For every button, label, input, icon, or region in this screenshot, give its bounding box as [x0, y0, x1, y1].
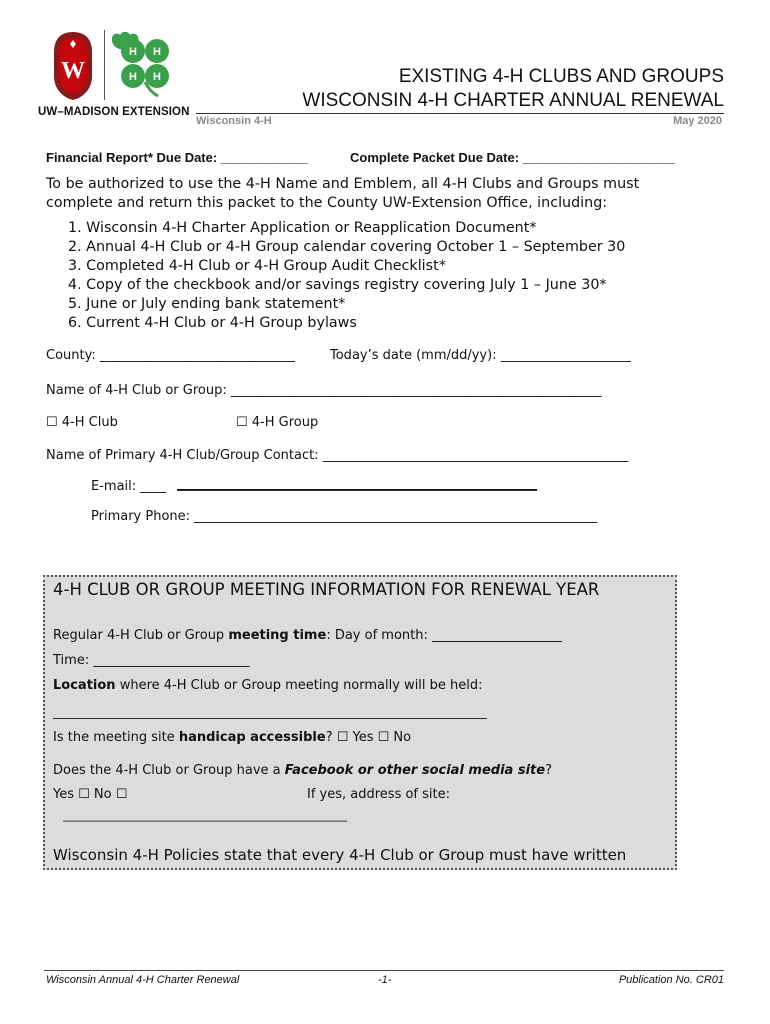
- accessible-bold: handicap accessible: [178, 730, 326, 745]
- requirements-list: [68, 219, 625, 333]
- meeting-info-heading: 4-H CLUB OR GROUP MEETING INFORMATION FOR RENEWAL YEAR: [53, 580, 600, 599]
- email-field[interactable]: ____________________________________________________________: [177, 477, 537, 491]
- handicap-accessible-line[interactable]: [53, 730, 411, 745]
- club-checkbox[interactable]: ☐ 4-H Club: [46, 415, 118, 430]
- intro-paragraph: To be authorized to use the 4-H Name and Emblem, all 4-H Clubs and Groups must complete and return this packet to the County UW-Extension Office, including:: [46, 176, 640, 211]
- document-title-line1: EXISTING 4-H CLUBS AND GROUPS: [398, 66, 724, 87]
- logo-divider: [104, 30, 105, 100]
- primary-contact-field[interactable]: Name of Primary 4-H Club/Group Contact: _______________________________________________: [46, 448, 629, 463]
- todays-date-field[interactable]: Today’s date (mm/dd/yy): ____________________: [330, 348, 631, 363]
- meeting-time-field[interactable]: Time: ________________________: [53, 653, 250, 668]
- svg-text:H: H: [129, 71, 137, 83]
- four-h-clover-icon: [112, 32, 178, 98]
- social-media-bold: Facebook or other social media site: [284, 763, 546, 778]
- social-media-line: [53, 763, 552, 778]
- requirement-item: 6. Current 4-H Club or 4-H Group bylaws: [68, 315, 357, 331]
- header-left-tag: Wisconsin 4-H: [196, 115, 272, 127]
- group-checkbox[interactable]: ☐ 4-H Group: [236, 415, 319, 430]
- header-rule: [196, 113, 724, 114]
- svg-text:W: W: [61, 58, 85, 84]
- financial-report-due-date[interactable]: Financial Report* Due Date: ____________: [46, 150, 308, 165]
- meeting-time-line[interactable]: [53, 628, 562, 643]
- footer-rule: [44, 970, 724, 971]
- county-field[interactable]: County: ______________________________: [46, 348, 295, 363]
- meeting-time-bold: meeting time: [228, 628, 327, 643]
- meeting-time-prefix: Regular 4-H Club or Group: [53, 628, 229, 643]
- document-title-line2: WISCONSIN 4-H CHARTER ANNUAL RENEWAL: [302, 90, 724, 111]
- page-number: -1-: [378, 974, 392, 986]
- accessible-prefix: Is the meeting site: [53, 730, 179, 745]
- site-address-field[interactable]: _________________________________________________: [63, 808, 348, 822]
- location-line: [53, 678, 483, 693]
- footer-left: Wisconsin Annual 4-H Charter Renewal: [46, 974, 240, 986]
- social-media-yes-no[interactable]: Yes ☐ No ☐: [53, 787, 128, 802]
- logo-wordmark: UW–MADISON EXTENSION: [38, 106, 190, 118]
- requirement-item: 3. Completed 4-H Club or 4-H Group Audit Checklist*: [68, 258, 446, 274]
- uw-crest-logo: [50, 30, 96, 102]
- requirement-item: 2. Annual 4-H Club or 4-H Group calendar covering October 1 – September 30: [68, 239, 626, 255]
- site-address-label: If yes, address of site:: [307, 787, 450, 802]
- requirement-item: 1. Wisconsin 4-H Charter Application or Reapplication Document*: [68, 220, 537, 236]
- social-media-suffix: ?: [545, 763, 552, 778]
- primary-phone-field[interactable]: Primary Phone: ______________________________________________________________: [91, 509, 598, 524]
- location-field[interactable]: ______________________________________________________________________: [53, 704, 487, 719]
- location-text: where 4-H Club or Group meeting normally will be held:: [115, 678, 483, 693]
- email-label: E-mail: ____: [91, 479, 167, 494]
- svg-text:H: H: [129, 46, 137, 58]
- social-media-prefix: Does the 4-H Club or Group have a: [53, 763, 285, 778]
- requirement-item: 5. June or July ending bank statement*: [68, 296, 346, 312]
- location-bold: Location: [53, 678, 116, 693]
- club-name-field[interactable]: Name of 4-H Club or Group: _________________________________________________________: [46, 383, 602, 398]
- packet-due-date[interactable]: Complete Packet Due Date: _____________________: [350, 150, 675, 165]
- meeting-info-box: [43, 575, 677, 870]
- svg-text:H: H: [153, 46, 161, 58]
- header-date: May 2020: [673, 115, 722, 127]
- requirement-item: 4. Copy of the checkbook and/or savings registry covering July 1 – June 30*: [68, 277, 607, 293]
- meeting-time-suffix: : Day of month: ____________________: [326, 628, 562, 643]
- publication-number: Publication No. CR01: [618, 974, 724, 986]
- accessible-options[interactable]: ? ☐ Yes ☐ No: [325, 730, 412, 745]
- svg-text:H: H: [153, 71, 161, 83]
- policy-statement: Wisconsin 4-H Policies state that every 4-H Club or Group must have written: [53, 846, 627, 864]
